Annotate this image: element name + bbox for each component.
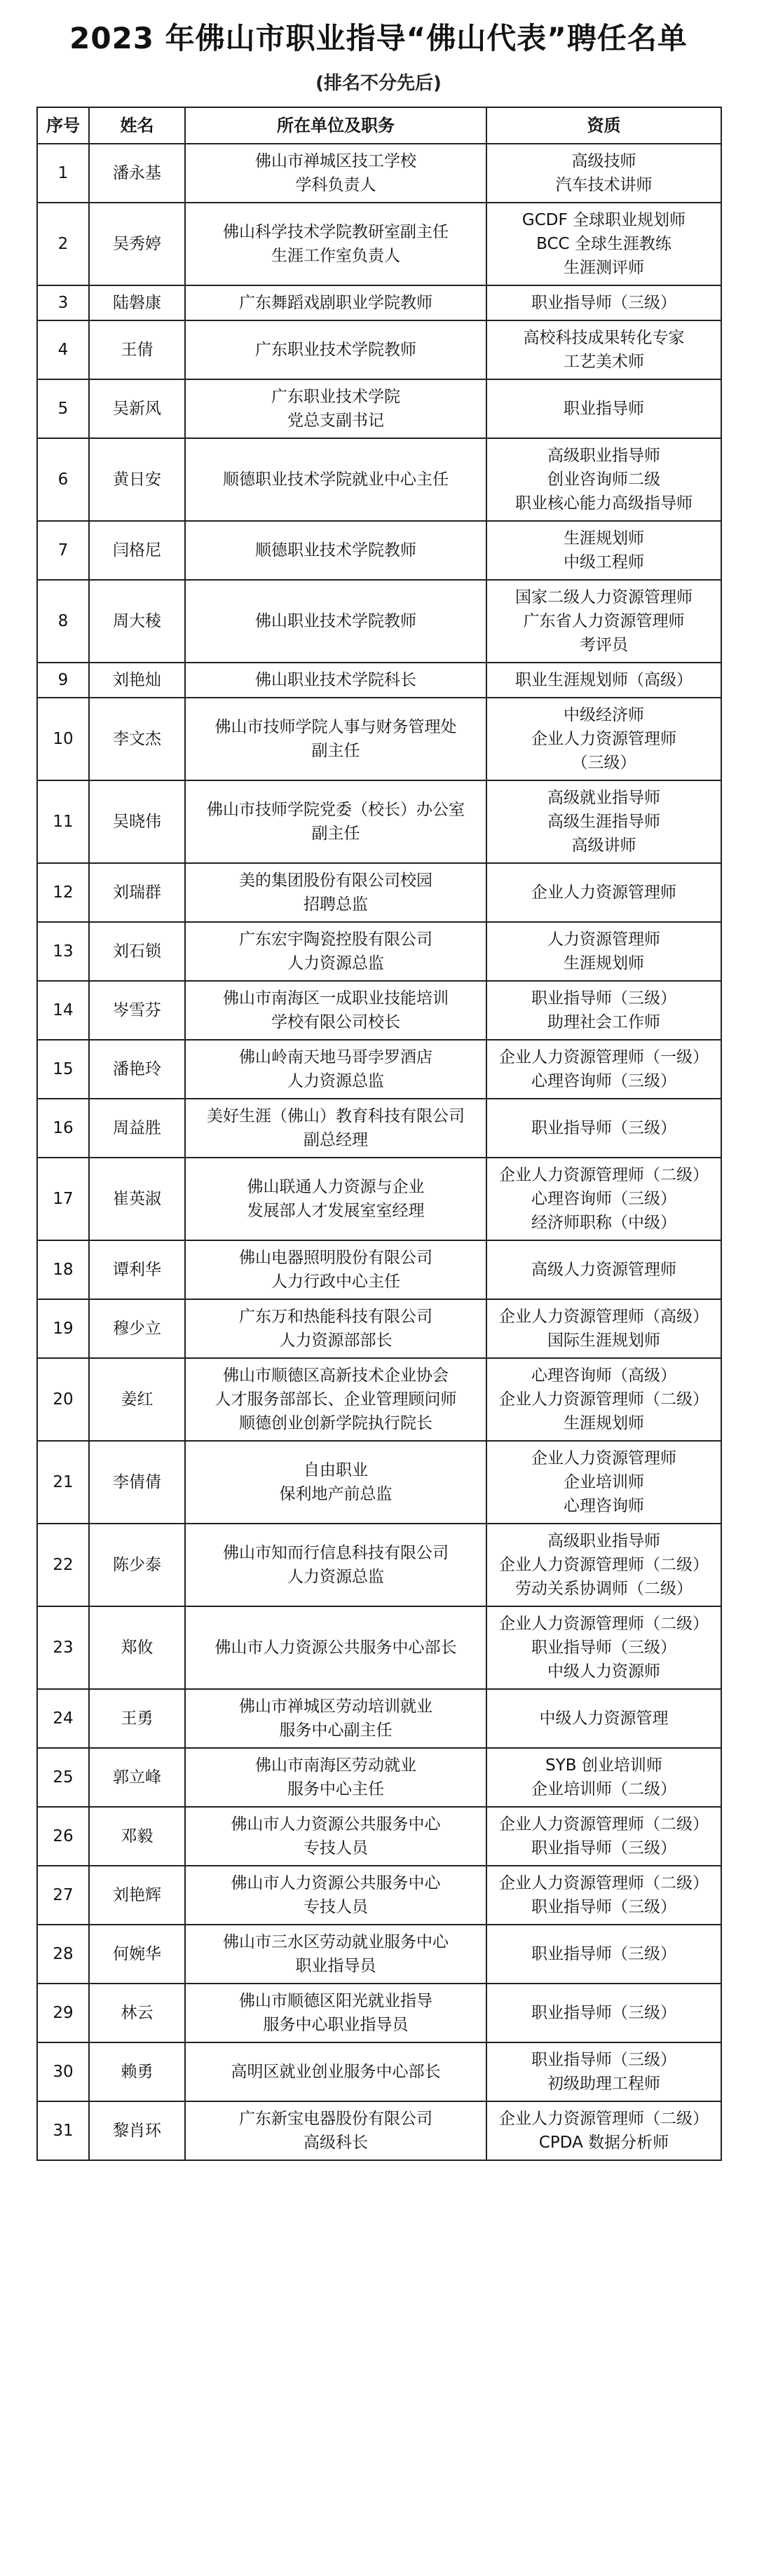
qualification-line: 企业人力资源管理师（二级） — [499, 1166, 709, 1184]
table-row — [37, 1441, 721, 1524]
unit-line: 美的集团股份有限公司校园 — [239, 872, 432, 890]
cell-no: 14 — [37, 981, 89, 1040]
cell-no: 18 — [37, 1240, 89, 1299]
unit-line: 服务中心职业指导员 — [263, 2016, 409, 2034]
cell-name: 闫格尼 — [89, 521, 185, 580]
cell-name: 周大稜 — [89, 580, 185, 663]
unit-line: 佛山市顺德区高新技术企业协会 — [223, 1367, 449, 1385]
table-row — [37, 698, 721, 780]
cell-unit — [185, 1984, 486, 2042]
table-row — [37, 663, 721, 698]
cell-no: 10 — [37, 698, 89, 780]
qualification-line: 职业指导师（三级） — [531, 1839, 676, 1857]
qualification-line: 生涯规划师 — [564, 529, 644, 548]
cell-qualification — [486, 1606, 721, 1689]
cell-no: 31 — [37, 2101, 89, 2160]
unit-line: 人力资源总监 — [287, 954, 384, 972]
qualification-line: 企业人力资源管理师（一级） — [499, 1048, 709, 1066]
unit-line: 副主任 — [311, 825, 360, 843]
unit-line: 发展部人才发展室室经理 — [247, 1202, 425, 1220]
cell-unit — [185, 2042, 486, 2101]
cell-unit — [185, 320, 486, 379]
cell-qualification — [486, 285, 721, 320]
qualification-line: 中级人力资源管理 — [539, 1709, 669, 1728]
qualification-line: 高级职业指导师 — [547, 1532, 660, 1550]
unit-line: 佛山市南海区一成职业技能培训 — [223, 989, 449, 1008]
cell-unit — [185, 1158, 486, 1240]
table-row — [37, 1240, 721, 1299]
cell-no: 6 — [37, 438, 89, 521]
table-row — [37, 1689, 721, 1748]
unit-line: 佛山市禅城区技工学校 — [255, 152, 416, 170]
qualification-line: 创业咨询师二级 — [547, 470, 660, 489]
unit-line: 广东职业技术学院教师 — [255, 341, 416, 359]
unit-line: 佛山岭南天地马哥孛罗酒店 — [239, 1048, 432, 1066]
cell-no: 8 — [37, 580, 89, 663]
header-unit: 所在单位及职务 — [185, 107, 486, 144]
cell-no: 21 — [37, 1441, 89, 1524]
qualification-line: 助理社会工作师 — [547, 1013, 660, 1031]
cell-qualification — [486, 203, 721, 285]
qualification-line: 职业指导师（三级） — [531, 1945, 676, 1963]
unit-line: 佛山市人力资源公共服务中心 — [231, 1815, 441, 1833]
unit-line: 副主任 — [311, 742, 360, 760]
table-row — [37, 1040, 721, 1099]
unit-line: 专技人员 — [304, 1898, 368, 1916]
table-row — [37, 981, 721, 1040]
cell-unit — [185, 521, 486, 580]
table-row — [37, 1358, 721, 1441]
qualification-line: 企业人力资源管理师（高级） — [499, 1308, 709, 1326]
qualification-line: 心理咨询师（三级） — [531, 1072, 676, 1090]
qualification-line: 中级工程师 — [564, 553, 644, 571]
cell-name: 潘艳玲 — [89, 1040, 185, 1099]
qualification-line: 企业人力资源管理师（二级） — [499, 1556, 709, 1574]
qualification-line: 职业指导师 — [564, 400, 644, 418]
cell-unit — [185, 1524, 486, 1606]
unit-line: 佛山职业技术学院科长 — [255, 671, 416, 689]
cell-qualification — [486, 780, 721, 863]
cell-unit — [185, 438, 486, 521]
cell-name: 吴新风 — [89, 379, 185, 438]
page-title: 2023 年佛山市职业指导“佛山代表”聘任名单 — [69, 21, 688, 55]
table-row — [37, 863, 721, 922]
cell-unit — [185, 1925, 486, 1984]
cell-no: 19 — [37, 1299, 89, 1358]
table-row — [37, 580, 721, 663]
cell-no: 27 — [37, 1866, 89, 1925]
qualification-line: 企业人力资源管理师 — [531, 730, 676, 748]
cell-qualification — [486, 1099, 721, 1158]
unit-line: 佛山市知而行信息科技有限公司 — [223, 1544, 449, 1562]
unit-line: 专技人员 — [304, 1839, 368, 1857]
qualification-line: 企业人力资源管理师（二级） — [499, 2110, 709, 2128]
qualification-line: SYB 创业培训师 — [545, 1756, 662, 1775]
qualification-line: 中级经济师 — [564, 706, 644, 724]
cell-name: 刘瑞群 — [89, 863, 185, 922]
cell-no: 11 — [37, 780, 89, 863]
cell-unit — [185, 285, 486, 320]
qualification-line: 职业指导师（三级） — [531, 2051, 676, 2069]
qualification-line: 高级人力资源管理师 — [531, 1261, 676, 1279]
cell-unit — [185, 1358, 486, 1441]
cell-name: 崔英淑 — [89, 1158, 185, 1240]
cell-qualification — [486, 1984, 721, 2042]
qualification-line: 企业人力资源管理师（二级） — [499, 1390, 709, 1409]
unit-line: 佛山市技师学院人事与财务管理处 — [214, 718, 457, 736]
cell-qualification — [486, 663, 721, 698]
qualification-line: 企业人力资源管理师（二级） — [499, 1815, 709, 1833]
qualification-line: 企业人力资源管理师（二级） — [499, 1615, 709, 1633]
cell-qualification — [486, 1524, 721, 1606]
qualification-line: 高级生涯指导师 — [547, 813, 660, 831]
table-row — [37, 2042, 721, 2101]
unit-line: 服务中心副主任 — [279, 1721, 393, 1740]
qualification-line: 高级讲师 — [571, 836, 636, 855]
cell-qualification — [486, 521, 721, 580]
qualification-line: 心理咨询师 — [564, 1497, 644, 1515]
cell-qualification — [486, 1925, 721, 1984]
cell-qualification — [486, 438, 721, 521]
cell-no: 9 — [37, 663, 89, 698]
cell-name: 陆磐康 — [89, 285, 185, 320]
cell-unit — [185, 2101, 486, 2160]
cell-unit — [185, 379, 486, 438]
cell-no: 2 — [37, 203, 89, 285]
qualification-line: 考评员 — [580, 636, 628, 654]
qualification-line: 企业培训师（二级） — [531, 1780, 676, 1798]
cell-name: 王勇 — [89, 1689, 185, 1748]
cell-qualification — [486, 1158, 721, 1240]
cell-no: 12 — [37, 863, 89, 922]
qualification-line: 生涯规划师 — [564, 954, 644, 972]
table-row — [37, 320, 721, 379]
cell-name: 岑雪芬 — [89, 981, 185, 1040]
cell-unit — [185, 1040, 486, 1099]
cell-unit — [185, 1866, 486, 1925]
cell-no: 13 — [37, 922, 89, 981]
qualification-line: 企业人力资源管理师（二级） — [499, 1874, 709, 1892]
qualification-line: 国际生涯规划师 — [547, 1331, 660, 1350]
unit-line: 学科负责人 — [295, 176, 376, 194]
cell-unit — [185, 698, 486, 780]
cell-unit — [185, 1807, 486, 1866]
cell-no: 1 — [37, 144, 89, 203]
qualification-line: 劳动关系协调师（二级） — [515, 1580, 693, 1598]
table-row — [37, 521, 721, 580]
unit-line: 人力资源总监 — [287, 1568, 384, 1586]
qualification-line: 国家二级人力资源管理师 — [515, 588, 693, 606]
table-row — [37, 1158, 721, 1240]
table-row — [37, 1866, 721, 1925]
cell-qualification — [486, 1441, 721, 1524]
cell-unit — [185, 1299, 486, 1358]
cell-name: 谭利华 — [89, 1240, 185, 1299]
header-no: 序号 — [37, 107, 89, 144]
unit-line: 学校有限公司校长 — [271, 1013, 400, 1031]
unit-line: 佛山市三水区劳动就业服务中心 — [223, 1933, 449, 1951]
cell-name: 黎肖环 — [89, 2101, 185, 2160]
table-row — [37, 780, 721, 863]
cell-qualification — [486, 1240, 721, 1299]
cell-no: 4 — [37, 320, 89, 379]
cell-name: 李文杰 — [89, 698, 185, 780]
cell-name: 穆少立 — [89, 1299, 185, 1358]
cell-qualification — [486, 1299, 721, 1358]
cell-qualification — [486, 320, 721, 379]
qualification-line: 职业指导师（三级） — [531, 989, 676, 1008]
qualification-line: 职业指导师（三级） — [531, 2004, 676, 2022]
cell-name: 赖勇 — [89, 2042, 185, 2101]
unit-line: 佛山市技师学院党委（校长）办公室 — [207, 801, 465, 819]
cell-unit — [185, 1689, 486, 1748]
unit-line: 广东宏宇陶瓷控股有限公司 — [239, 930, 432, 949]
qualification-line: 心理咨询师（三级） — [531, 1190, 676, 1208]
unit-line: 招聘总监 — [304, 895, 368, 914]
unit-line: 生涯工作室负责人 — [271, 247, 400, 265]
roster-table — [36, 107, 722, 2161]
unit-line: 佛山科学技术学院教研室副主任 — [223, 223, 449, 241]
qualification-line: 高级技师 — [571, 152, 636, 170]
cell-unit — [185, 663, 486, 698]
unit-line: 佛山职业技术学院教师 — [255, 612, 416, 630]
qualification-line: 高校科技成果转化专家 — [523, 329, 685, 347]
unit-line: 美好生涯（佛山）教育科技有限公司 — [207, 1107, 465, 1125]
cell-unit — [185, 1748, 486, 1807]
header-name: 姓名 — [89, 107, 185, 144]
unit-line: 高级科长 — [304, 2134, 368, 2152]
cell-no: 23 — [37, 1606, 89, 1689]
cell-no: 22 — [37, 1524, 89, 1606]
table-row — [37, 203, 721, 285]
qualification-line: 工艺美术师 — [564, 353, 644, 371]
qualification-line: 职业生涯规划师（高级） — [515, 671, 693, 689]
table-row — [37, 1299, 721, 1358]
header-qualification: 资质 — [486, 107, 721, 144]
cell-no: 28 — [37, 1925, 89, 1984]
cell-qualification — [486, 922, 721, 981]
unit-line: 副总经理 — [304, 1131, 368, 1149]
cell-no: 15 — [37, 1040, 89, 1099]
unit-line: 佛山电器照明股份有限公司 — [239, 1249, 432, 1267]
qualification-line: CPDA 数据分析师 — [538, 2134, 669, 2152]
cell-unit — [185, 1606, 486, 1689]
cell-name: 吴晓伟 — [89, 780, 185, 863]
unit-line: 人力资源部部长 — [279, 1331, 393, 1350]
qualification-line: 生涯规划师 — [564, 1414, 644, 1432]
unit-line: 党总支副书记 — [287, 412, 384, 430]
cell-qualification — [486, 1866, 721, 1925]
cell-no: 25 — [37, 1748, 89, 1807]
table-row — [37, 1925, 721, 1984]
table-row — [37, 144, 721, 203]
cell-no: 16 — [37, 1099, 89, 1158]
cell-name: 刘艳灿 — [89, 663, 185, 698]
cell-no: 29 — [37, 1984, 89, 2042]
cell-qualification — [486, 580, 721, 663]
cell-name: 王倩 — [89, 320, 185, 379]
qualification-line: 广东省人力资源管理师 — [523, 612, 685, 630]
unit-line: 佛山市顺德区阳光就业指导 — [239, 1992, 432, 2010]
cell-unit — [185, 203, 486, 285]
qualification-line: 职业指导师（三级） — [531, 1898, 676, 1916]
table-row — [37, 922, 721, 981]
cell-no: 5 — [37, 379, 89, 438]
table-row — [37, 1748, 721, 1807]
unit-line: 佛山市南海区劳动就业 — [255, 1756, 416, 1775]
unit-line: 自由职业 — [304, 1461, 368, 1479]
table-row — [37, 379, 721, 438]
cell-qualification — [486, 863, 721, 922]
cell-unit — [185, 144, 486, 203]
cell-no: 3 — [37, 285, 89, 320]
unit-line: 广东舞蹈戏剧职业学院教师 — [239, 294, 432, 312]
table-row — [37, 438, 721, 521]
unit-line: 人力行政中心主任 — [271, 1273, 400, 1291]
cell-no: 7 — [37, 521, 89, 580]
qualification-line: 心理咨询师（高级） — [531, 1367, 676, 1385]
unit-line: 佛山联通人力资源与企业 — [247, 1178, 425, 1196]
cell-name: 郑攸 — [89, 1606, 185, 1689]
unit-line: 顺德创业创新学院执行院长 — [239, 1414, 432, 1432]
unit-line: 顺德职业技术学院就业中心主任 — [223, 470, 449, 489]
cell-name: 潘永基 — [89, 144, 185, 203]
cell-name: 李倩倩 — [89, 1441, 185, 1524]
qualification-line: 职业指导师（三级） — [531, 294, 676, 312]
cell-unit — [185, 922, 486, 981]
unit-line: 佛山市人力资源公共服务中心部长 — [214, 1639, 457, 1657]
unit-line: 高明区就业创业服务中心部长 — [231, 2063, 441, 2081]
qualification-line: 职业指导师（三级） — [531, 1119, 676, 1137]
cell-qualification — [486, 379, 721, 438]
qualification-line: BCC 全球生涯教练 — [536, 235, 671, 253]
cell-qualification — [486, 2042, 721, 2101]
page-subtitle: (排名不分先后) — [315, 73, 442, 94]
cell-unit — [185, 1240, 486, 1299]
cell-unit — [185, 1441, 486, 1524]
cell-name: 吴秀婷 — [89, 203, 185, 285]
table-row — [37, 1984, 721, 2042]
cell-qualification — [486, 2101, 721, 2160]
cell-name: 何婉华 — [89, 1925, 185, 1984]
unit-line: 保利地产前总监 — [279, 1485, 393, 1503]
cell-no: 30 — [37, 2042, 89, 2101]
cell-name: 姜红 — [89, 1358, 185, 1441]
cell-qualification — [486, 1807, 721, 1866]
cell-name: 邓毅 — [89, 1807, 185, 1866]
unit-line: 广东职业技术学院 — [271, 388, 400, 406]
cell-unit — [185, 1099, 486, 1158]
cell-name: 周益胜 — [89, 1099, 185, 1158]
cell-qualification — [486, 981, 721, 1040]
cell-unit — [185, 780, 486, 863]
table-row — [37, 2101, 721, 2160]
unit-line: 职业指导员 — [295, 1957, 376, 1975]
qualification-line: 职业指导师（三级） — [531, 1639, 676, 1657]
cell-name: 郭立峰 — [89, 1748, 185, 1807]
cell-no: 20 — [37, 1358, 89, 1441]
cell-unit — [185, 580, 486, 663]
qualification-line: 人力资源管理师 — [547, 930, 660, 949]
cell-name: 陈少泰 — [89, 1524, 185, 1606]
table-row — [37, 1524, 721, 1606]
table-body — [37, 144, 721, 2160]
unit-line: 广东新宝电器股份有限公司 — [239, 2110, 432, 2128]
qualification-line: 初级助理工程师 — [547, 2075, 660, 2093]
table-row — [37, 1099, 721, 1158]
unit-line: 人才服务部部长、企业管理顾问师 — [214, 1390, 457, 1409]
cell-name: 刘艳辉 — [89, 1866, 185, 1925]
cell-qualification — [486, 1689, 721, 1748]
qualification-line: 高级职业指导师 — [547, 447, 660, 465]
cell-no: 24 — [37, 1689, 89, 1748]
cell-no: 17 — [37, 1158, 89, 1240]
cell-qualification — [486, 144, 721, 203]
qualification-line: 经济师职称（中级） — [531, 1214, 676, 1232]
qualification-line: 中级人力资源师 — [547, 1662, 660, 1681]
unit-line: 广东万和热能科技有限公司 — [239, 1308, 432, 1326]
cell-name: 刘石锁 — [89, 922, 185, 981]
cell-qualification — [486, 1358, 721, 1441]
cell-unit — [185, 863, 486, 922]
qualification-line: 职业核心能力高级指导师 — [515, 494, 693, 513]
cell-unit — [185, 981, 486, 1040]
qualification-line: 企业培训师 — [564, 1473, 644, 1491]
qualification-line: 汽车技术讲师 — [555, 176, 653, 194]
unit-line: 佛山市人力资源公共服务中心 — [231, 1874, 441, 1892]
qualification-line: GCDF 全球职业规划师 — [521, 211, 686, 229]
unit-line: 人力资源总监 — [287, 1072, 384, 1090]
cell-qualification — [486, 1040, 721, 1099]
table-row — [37, 1606, 721, 1689]
table-row — [37, 1807, 721, 1866]
cell-qualification — [486, 698, 721, 780]
qualification-line: 企业人力资源管理师 — [531, 883, 676, 902]
qualification-line: 生涯测评师 — [564, 259, 644, 277]
cell-qualification — [486, 1748, 721, 1807]
qualification-line: 高级就业指导师 — [547, 789, 660, 807]
table-header-row — [37, 107, 721, 144]
cell-name: 林云 — [89, 1984, 185, 2042]
qualification-line: 企业人力资源管理师 — [531, 1449, 676, 1467]
table-row — [37, 285, 721, 320]
unit-line: 服务中心主任 — [287, 1780, 384, 1798]
cell-name: 黄日安 — [89, 438, 185, 521]
unit-line: 顺德职业技术学院教师 — [255, 541, 416, 560]
cell-no: 26 — [37, 1807, 89, 1866]
unit-line: 佛山市禅城区劳动培训就业 — [239, 1697, 432, 1716]
qualification-line: （三级） — [571, 754, 636, 772]
